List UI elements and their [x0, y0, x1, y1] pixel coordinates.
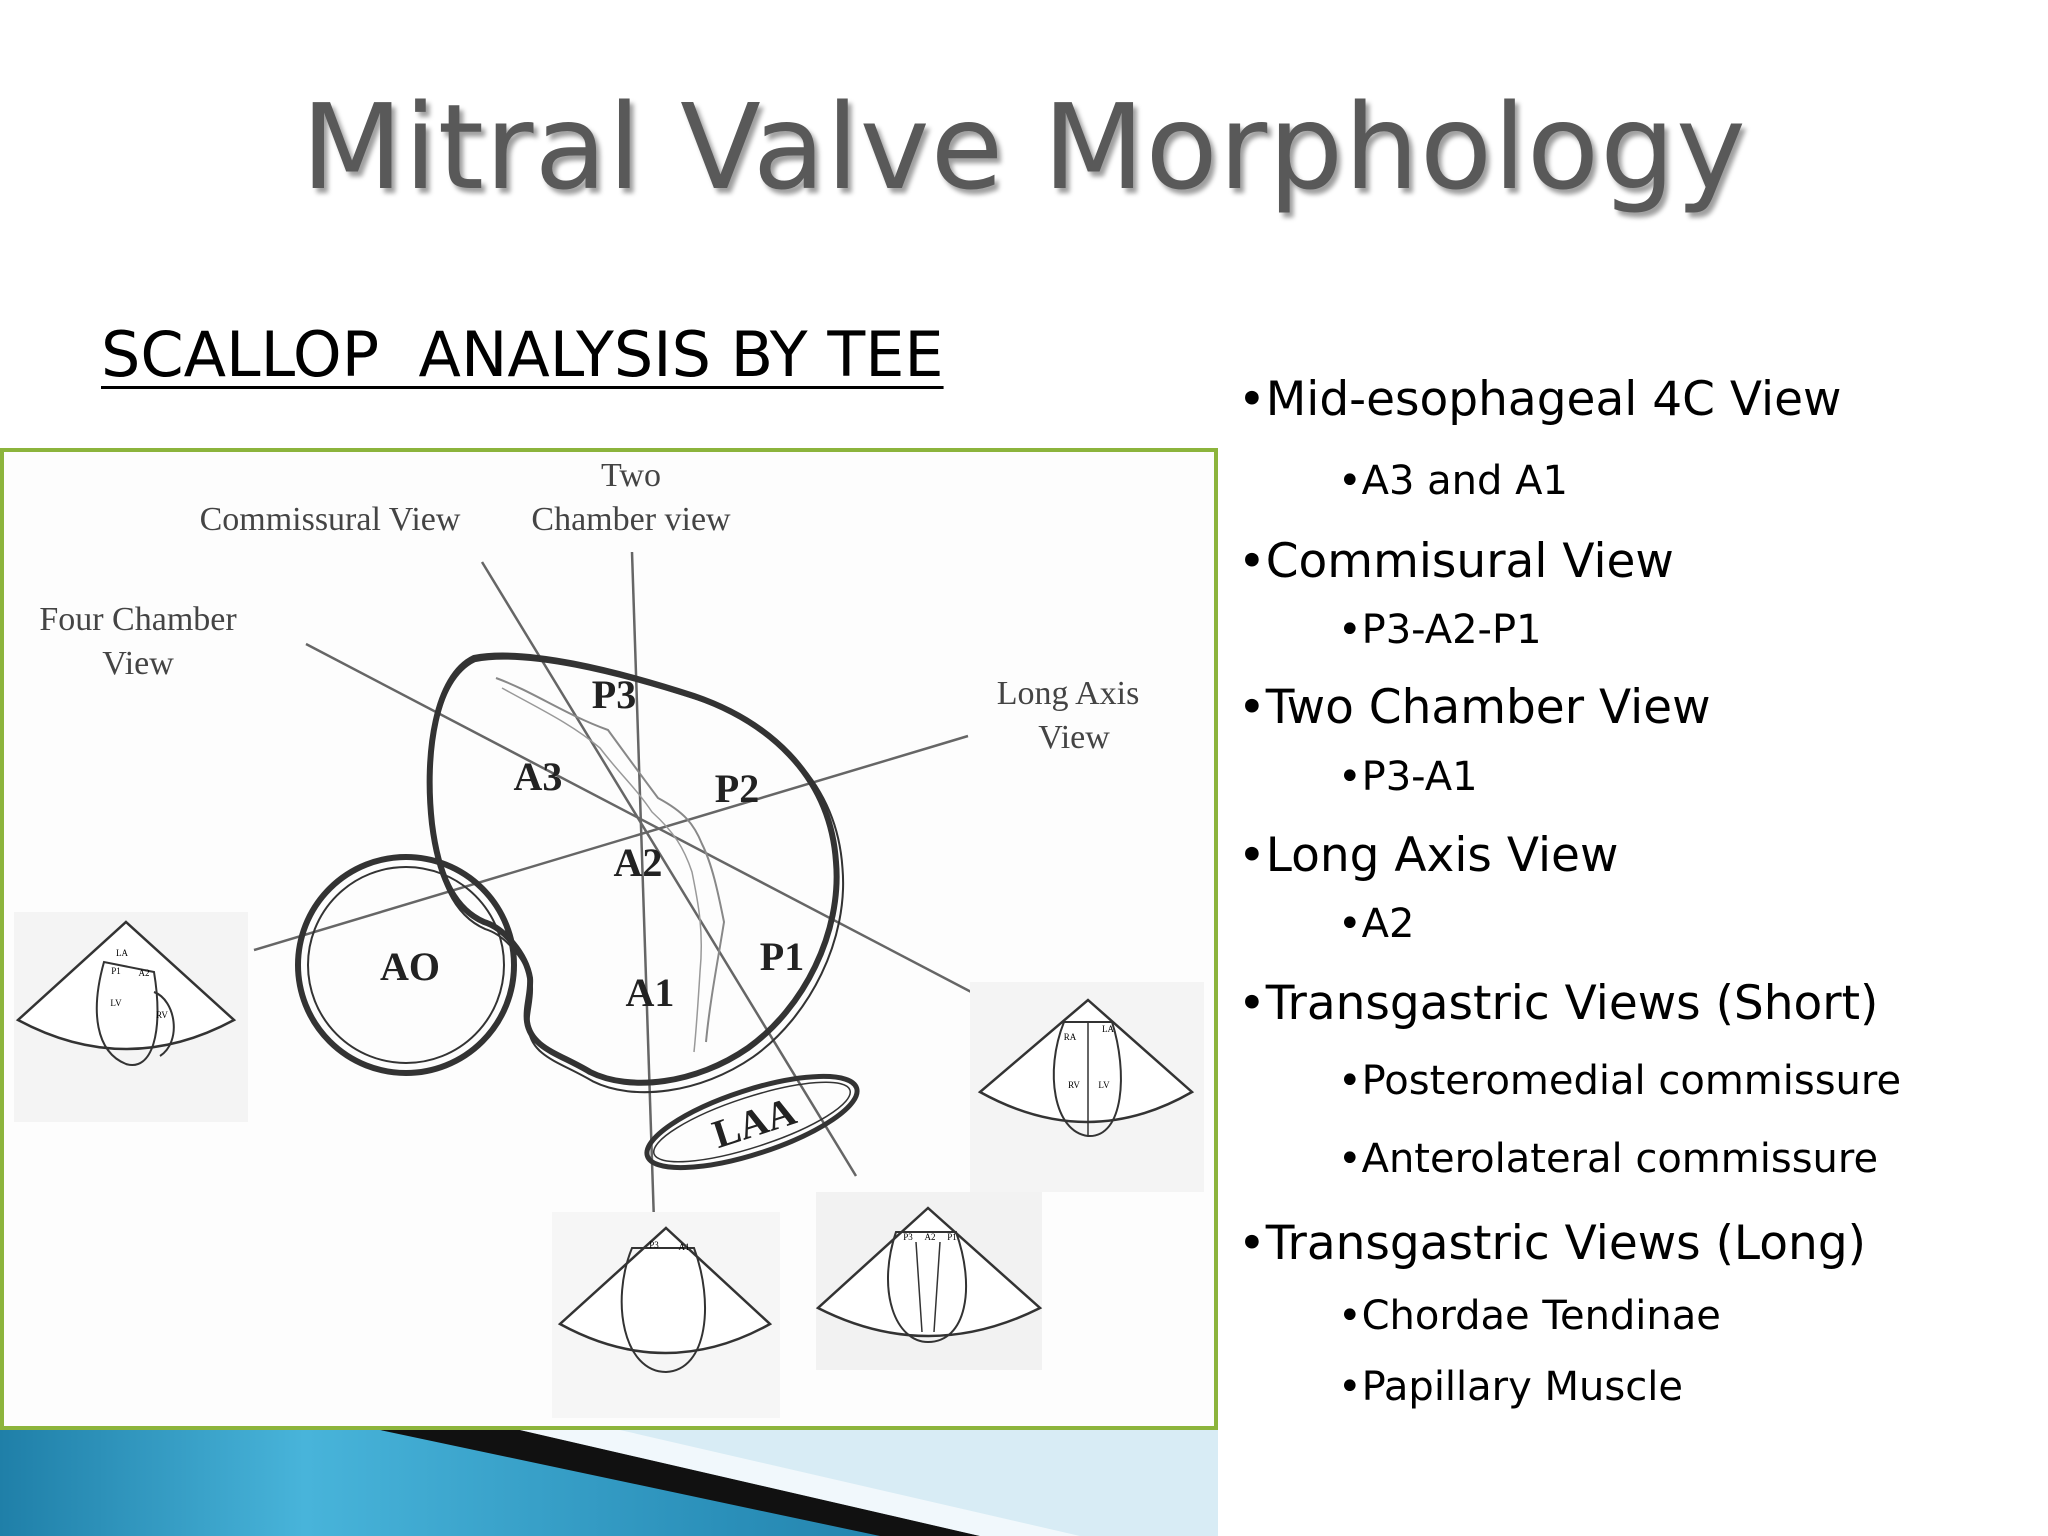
inset-p3-label-2: P3: [903, 1232, 913, 1242]
long-axis-label-1: Long Axis: [996, 675, 1140, 712]
four-chamber-label-1: Four Chamber: [39, 601, 237, 638]
inset-rv-label-2: RV: [1068, 1080, 1080, 1090]
commissural-view-label: Commissural View: [199, 501, 461, 538]
laa-label: LAA: [707, 1088, 802, 1157]
inset-a2-label-2: A2: [924, 1232, 936, 1242]
echo-inset-commissural: [816, 1192, 1042, 1370]
bullet-transgastric-short: •Transgastric Views (Short): [1238, 976, 1879, 1031]
inset-lv-label: LV: [110, 998, 122, 1008]
long-axis-label-2: View: [1038, 719, 1110, 756]
inset-p1-label-2: P1: [947, 1232, 957, 1242]
long-axis-view-line: [254, 736, 968, 950]
bullet-chordae: •Chordae Tendinae: [1338, 1293, 1721, 1339]
echo-inset-long-axis: [970, 982, 1204, 1192]
bullet-a3-a1: •A3 and A1: [1338, 458, 1568, 504]
bullet-anterolateral: •Anterolateral commissure: [1338, 1136, 1879, 1182]
scallop-a1: A1: [625, 970, 675, 1015]
scallop-diagram-svg: [4, 452, 1214, 1426]
footer-decoration: [0, 1430, 1218, 1536]
bullet-posteromedial: •Posteromedial commissure: [1338, 1058, 1902, 1104]
bullet-mid-esophageal: •Mid-esophageal 4C View: [1238, 372, 1842, 427]
slide-title: Mitral Valve Morphology: [301, 78, 1747, 216]
bullet-transgastric-long: •Transgastric Views (Long): [1238, 1216, 1867, 1271]
bullet-a2: •A2: [1338, 901, 1415, 947]
scallop-p1: P1: [759, 934, 805, 979]
bullet-two-chamber-view: •Two Chamber View: [1238, 680, 1711, 735]
inset-rv-label: RV: [156, 1010, 168, 1020]
echo-inset-four-chamber: [14, 912, 248, 1122]
inset-a1-label: A1: [678, 1242, 690, 1252]
inset-p1-label: P1: [111, 966, 121, 976]
bullet-p3-a2-p1: •P3-A2-P1: [1338, 607, 1542, 653]
bullet-commisural-view: •Commisural View: [1238, 534, 1674, 589]
scallop-diagram: [0, 448, 1218, 1430]
two-chamber-label-1: Two: [601, 457, 661, 494]
four-chamber-label-2: View: [102, 645, 174, 682]
two-chamber-label-2: Chamber view: [531, 501, 731, 538]
inset-p3-label: P3: [649, 1240, 659, 1250]
scallop-a3: A3: [513, 754, 563, 799]
aorta-label: AO: [380, 944, 440, 989]
scallop-p2: P2: [714, 766, 760, 811]
echo-inset-two-chamber: [552, 1212, 780, 1418]
slide-subtitle: SCALLOP ANALYSIS BY TEE: [101, 318, 944, 391]
view-lines: [254, 552, 1040, 1222]
bullet-p3-a1: •P3-A1: [1338, 754, 1478, 800]
two-chamber-view-line: [632, 552, 654, 1222]
view-labels: [39, 457, 1139, 756]
scallop-p3: P3: [591, 672, 637, 717]
bullet-long-axis-view: •Long Axis View: [1238, 828, 1619, 883]
inset-la-label-2: LA: [1102, 1024, 1114, 1034]
bullet-papillary: •Papillary Muscle: [1338, 1364, 1683, 1410]
inset-a2-label: A2: [138, 968, 150, 978]
inset-ra-label: RA: [1063, 1032, 1077, 1042]
scallop-a2: A2: [613, 840, 663, 885]
inset-lv-label-2: LV: [1098, 1080, 1110, 1090]
inset-la-label: LA: [116, 948, 128, 958]
